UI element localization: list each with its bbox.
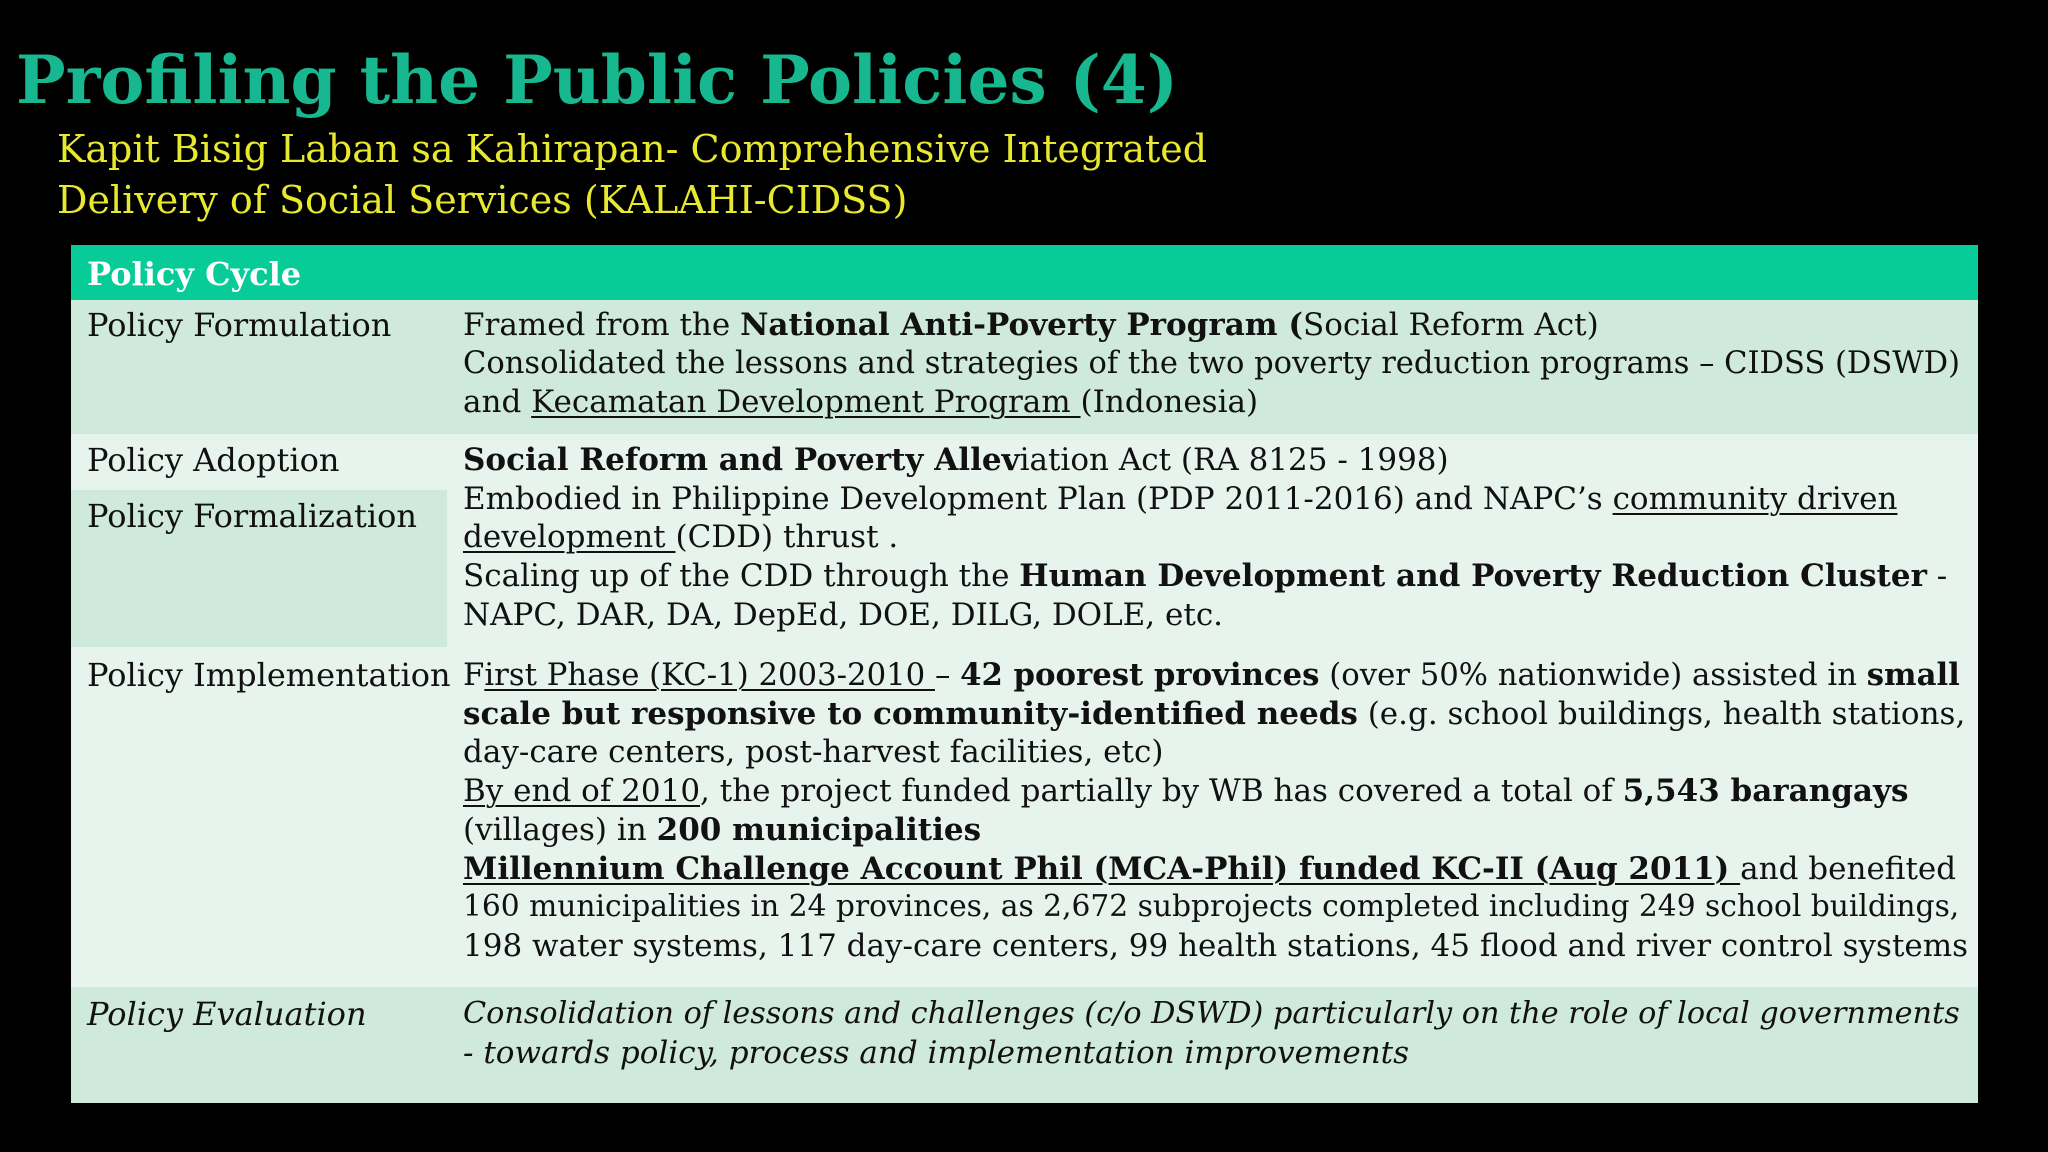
adoption-line-1: Social Reform and Poverty Alleviation Act (RA 8125 - 1998) [463, 442, 1449, 478]
implementation-line-7: 160 municipalities in 24 provinces, as 2,672 subprojects completed including 249 school buildings, [463, 889, 1960, 925]
row-content-formulation [463, 306, 1968, 422]
formulation-line-3: and Kecamatan Development Program (Indonesia) [463, 384, 1259, 421]
adoption-line-3: development (CDD) thrust . [463, 519, 899, 556]
row-content-implementation [463, 656, 1968, 966]
table-row-evaluation [71, 987, 1978, 1103]
implementation-line-8: 198 water systems, 117 day-care centers, 99 health stations, 45 flood and river control systems [463, 927, 1969, 964]
subtitle-line-2: Delivery of Social Services (KALAHI-CIDSS) [57, 178, 908, 222]
row-label-adoption: Policy Adoption [87, 441, 340, 479]
implementation-line-6: Millennium Challenge Account Phil (MCA-Phil) funded KC-II (Aug 2011) and benefited [463, 850, 1957, 887]
policy-cycle-table [71, 245, 1978, 1103]
implementation-line-1: First Phase (KC-1) 2003-2010 – 42 poorest provinces (over 50% nationwide) assisted in small [463, 657, 1960, 693]
adoption-line-4: Scaling up of the CDD through the Human Development and Poverty Reduction Cluster - [463, 558, 1948, 595]
adoption-line-5: NAPC, DAR, DA, DepEd, DOE, DILG, DOLE, etc. [463, 596, 1224, 633]
row-content-evaluation [463, 995, 1968, 1072]
slide-title: Profiling the Public Policies (4) [16, 41, 1178, 119]
implementation-line-4: By end of 2010, the project funded partially by WB has covered a total of 5,543 barangays [463, 773, 1909, 810]
evaluation-line-1: Consolidation of lessons and challenges (c/o DSWD) particularly on the role of local governments [463, 996, 1960, 1031]
adoption-line-2: Embodied in Philippine Development Plan (PDP 2011-2016) and NAPC’s community driven [463, 480, 1898, 517]
implementation-line-5: (villages) in 200 municipalities [463, 811, 982, 848]
formulation-line-1: Framed from the National Anti-Poverty Program (Social Reform Act) [463, 307, 1599, 343]
table-row-formulation [71, 300, 1978, 434]
implementation-line-3: day-care centers, post-harvest facilities, etc) [463, 734, 1164, 771]
row-label-evaluation: Policy Evaluation [87, 995, 367, 1033]
table-row-implementation [71, 647, 1978, 987]
row-label-formulation: Policy Formulation [87, 306, 392, 344]
row-label-implementation: Policy Implementation [87, 656, 451, 694]
formulation-line-2: Consolidated the lessons and strategies of the two poverty reduction programs – CIDSS (DSWD) [463, 345, 1961, 381]
row-content-adoption [463, 441, 1968, 635]
table-header-label: Policy Cycle [87, 255, 302, 293]
slide-subtitle [57, 124, 1257, 226]
subtitle-line-1: Kapit Bisig Laban sa Kahirapan- Comprehensive Integrated [57, 127, 1208, 171]
table-header [71, 245, 1978, 300]
implementation-line-2: scale but responsive to community-identified needs (e.g. school buildings, health stations, [463, 695, 1966, 732]
table-row-adoption [71, 434, 1978, 647]
row-label-formalization: Policy Formalization [87, 497, 417, 535]
evaluation-line-2: - towards policy, process and implementation improvements [463, 1034, 1410, 1071]
